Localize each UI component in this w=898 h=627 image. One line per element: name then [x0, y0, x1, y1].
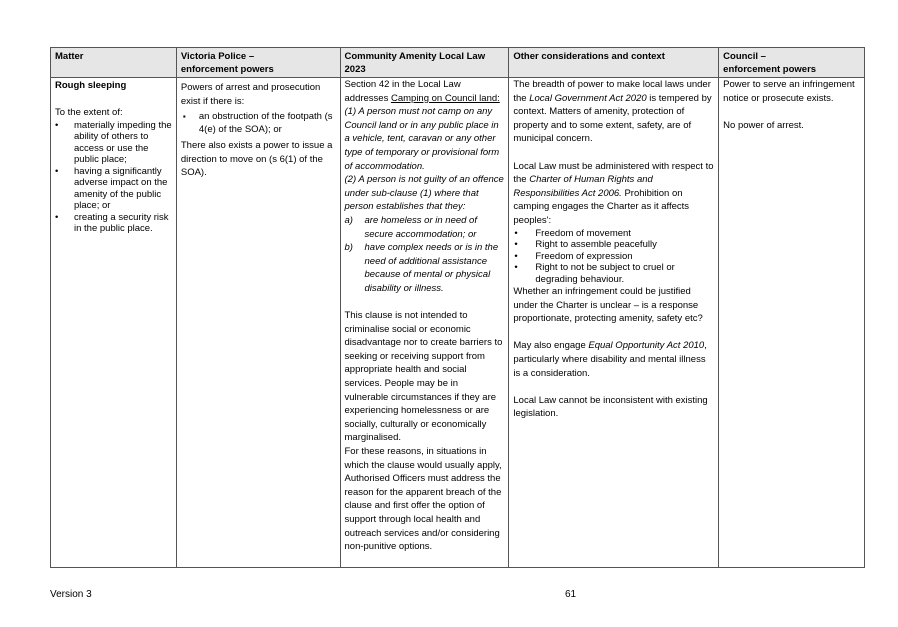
list-item: • Freedom of movement: [535, 228, 714, 240]
list-item: • having a significantly adverse impact on the amenity of the public place; or: [74, 166, 172, 212]
text: is tempered by context. Matters of amenity, protection of property and to some extent, safety, are of municipal concern.: [513, 92, 712, 145]
sub-b-text: have complex needs or is in the need of additional assistance because of mental or physical disability or illness.: [364, 242, 499, 294]
other-cell: [509, 78, 719, 568]
council-cell: [719, 78, 865, 568]
matter-list: [55, 120, 172, 235]
list-item: • Right to assemble peacefully: [535, 239, 714, 251]
sub-a-text: are homeless or in need of secure accommodation; or: [364, 214, 477, 240]
sub-clause-b: [345, 241, 505, 295]
police-cell: [176, 78, 340, 568]
header-matter: Matter: [51, 48, 177, 78]
council-para-1: Power to serve an infringement notice or prosecute exists.: [723, 79, 855, 104]
matter-title: Rough sleeping: [55, 80, 127, 91]
text: Prohibition on camping engages the Charter as it affects peoples':: [513, 187, 690, 226]
camping-heading: Camping on Council land:: [390, 92, 500, 104]
other-para-4: [513, 339, 714, 380]
other-para-5: Local Law cannot be inconsistent with existing legislation.: [513, 394, 708, 420]
matter-cell: [51, 78, 177, 568]
sub-a-marker: a): [344, 214, 353, 226]
header-other: Other considerations and context: [509, 48, 719, 78]
police-intro: Powers of arrest and prosecution exist if there is:: [180, 82, 321, 107]
act-name: Charter of Human Rights and Responsibilities Act 2006.: [513, 174, 653, 199]
sub-b-marker: b): [344, 242, 353, 254]
act-name: Equal Opportunity Act 2010: [588, 340, 705, 352]
local-law-para-2: For these reasons, in situations in which the clause would usually apply, Authorised Officers must address the reason for the apparent breach of the clause and first offer the option of support through local health and outreach services and/or considering non-punitive options.: [344, 446, 502, 553]
text: , particularly where disability and mental illness is a consideration.: [513, 340, 707, 379]
text: Local Law must be administered with respect to the: [513, 160, 714, 186]
list-item: • Freedom of expression: [535, 251, 714, 263]
local-law-cell: [340, 78, 509, 568]
local-law-intro: [345, 78, 505, 105]
list-item: • creating a security risk in the public place.: [74, 212, 172, 235]
police-outro: There also exists a power to issue a direction to move on (s 6(1) of the SOA).: [180, 140, 333, 179]
matter-intro: To the extent of:: [55, 107, 123, 119]
header-local-law: Community Amenity Local Law 2023: [340, 48, 509, 78]
intro-text: Section 42 in the Local Law addresses: [344, 79, 461, 104]
local-law-para-1: This clause is not intended to criminalise social or economic disadvantage nor to create barriers to seeking or receiving support from appropriate health and social services. People may be in vulnerable circumstances if they are experiencing homelessness or are socially, culturally or economically marginalised.: [344, 310, 503, 444]
clause-2: (2) A person is not guilty of an offence under sub-clause (1) where that person establishes that they:: [344, 174, 504, 213]
police-list: [181, 111, 336, 136]
other-para-2: [513, 160, 714, 228]
footer-version: Version 3: [50, 589, 92, 600]
list-item: • Right to not be subject to cruel or degrading behaviour.: [535, 262, 714, 285]
header-police: Victoria Police – enforcement powers: [176, 48, 340, 78]
list-item: • materially impeding the ability of others to access or use the public place;: [74, 120, 172, 166]
header-council: Council – enforcement powers: [719, 48, 865, 78]
sub-clause-a: [345, 214, 505, 241]
rights-list: [513, 228, 714, 286]
list-item: ▪ an obstruction of the footpath (s 4(e) of the SOA); or: [199, 111, 336, 136]
header-row: [51, 48, 865, 78]
other-para-3: Whether an infringement could be justified under the Charter is unclear – is a response proportionate, protecting amenity, safety etc?: [513, 286, 703, 325]
other-para-1: [513, 78, 714, 146]
page-number: 61: [565, 589, 577, 600]
clause-1: (1) A person must not camp on any Council land or in any public place in a vehicle, tent, caravan or any other type of temporary or provisional form of accommodation.: [344, 106, 500, 172]
text: The breadth of power to make local laws under the: [513, 79, 711, 104]
act-name: Local Government Act 2020: [529, 92, 647, 104]
text: May also engage: [513, 340, 589, 352]
enforcement-table: [50, 47, 865, 568]
council-para-2: No power of arrest.: [723, 119, 804, 131]
table-row: [51, 78, 865, 568]
